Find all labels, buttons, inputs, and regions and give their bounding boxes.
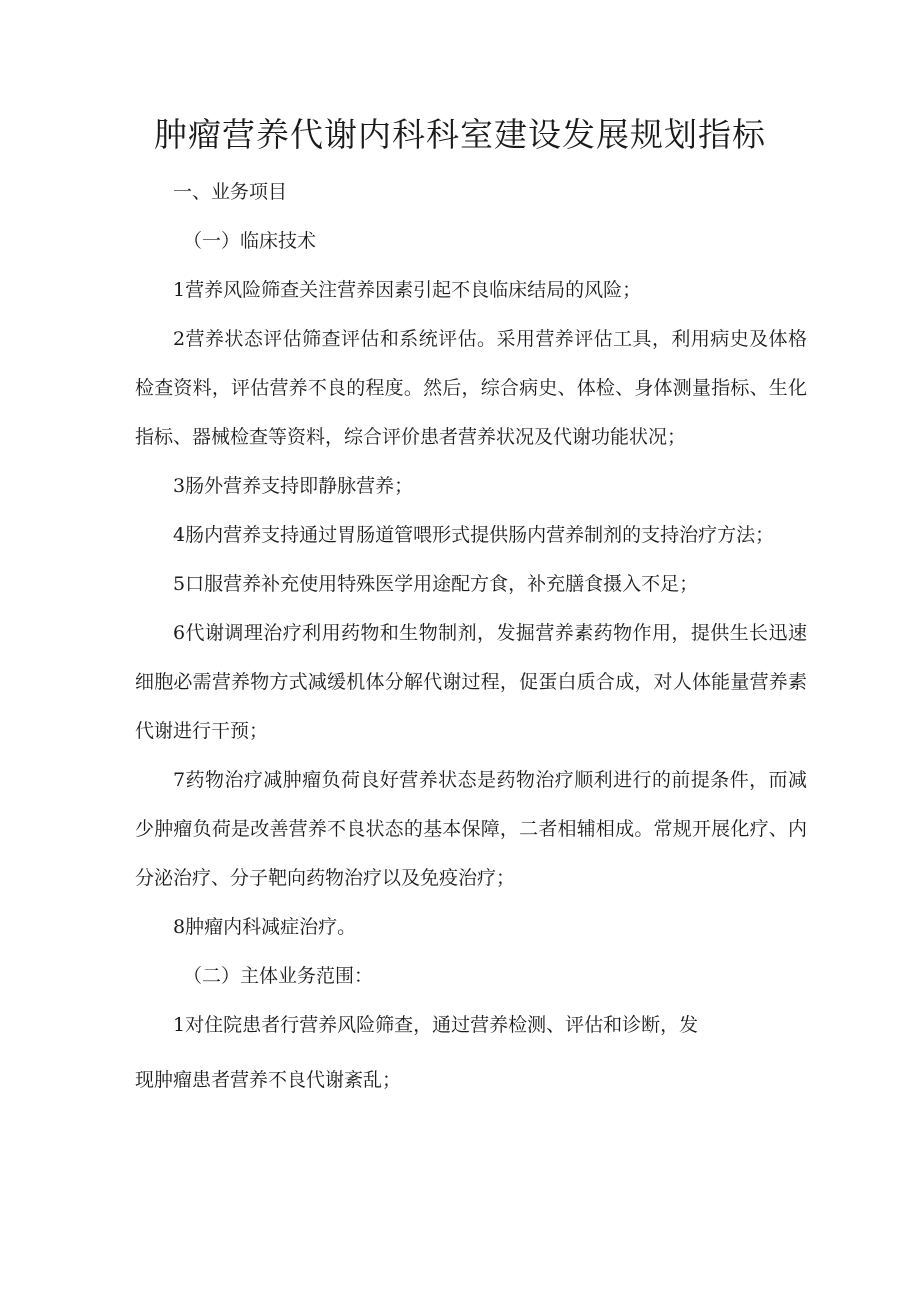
subsection-heading: （一）临床技术 <box>183 230 317 252</box>
paragraph-item: 1营养风险筛查关注营养因素引起不良临床结局的风险； <box>173 279 642 301</box>
paragraph-item: 8肿瘤内科减症治疗。 <box>173 916 357 938</box>
subsection-heading: （二）主体业务范围： <box>183 965 374 987</box>
paragraph-item: 3肠外营养支持即静脉营养； <box>173 475 414 497</box>
paragraph-item: 5口服营养补充使用特殊医学用途配方食，补充膳食摄入不足； <box>173 573 699 595</box>
section-heading: 一、业务项目 <box>173 181 288 203</box>
document-title: 肿瘤营养代谢内科科室建设发展规划指标 <box>154 115 766 154</box>
paragraph-item: 2营养状态评估筛查评估和系统评估。采用营养评估工具，利用病史及体格检查资料，评估营养不良的程度。然后，综合病史、体检、身体测量指标、生化指标、器械检查等资料，综合评价患者营养状况及代谢功能状况； <box>135 328 807 448</box>
paragraph-item: 7药物治疗减肿瘤负荷良好营养状态是药物治疗顺利进行的前提条件，而减少肿瘤负荷是改善营养不良状态的基本保障，二者相辅相成。常规开展化疗、内分泌治疗、分子靶向药物治疗以及免疫治疗； <box>135 769 807 889</box>
paragraph-continuation: 现肿瘤患者营养不良代谢紊乱； <box>135 1069 402 1091</box>
paragraph-item: 1对住院患者行营养风险筛查，通过营养检测、评估和诊断，发 <box>173 1014 699 1036</box>
document-body <box>135 168 807 1105</box>
paragraph-item: 6代谢调理治疗利用药物和生物制剂，发掘营养素药物作用，提供生长迅速细胞必需营养物方式减缓机体分解代谢过程，促蛋白质合成，对人体能量营养素代谢进行干预； <box>135 622 807 742</box>
paragraph-item: 4肠内营养支持通过胃肠道管喂形式提供肠内营养制剂的支持治疗方法； <box>173 524 775 546</box>
